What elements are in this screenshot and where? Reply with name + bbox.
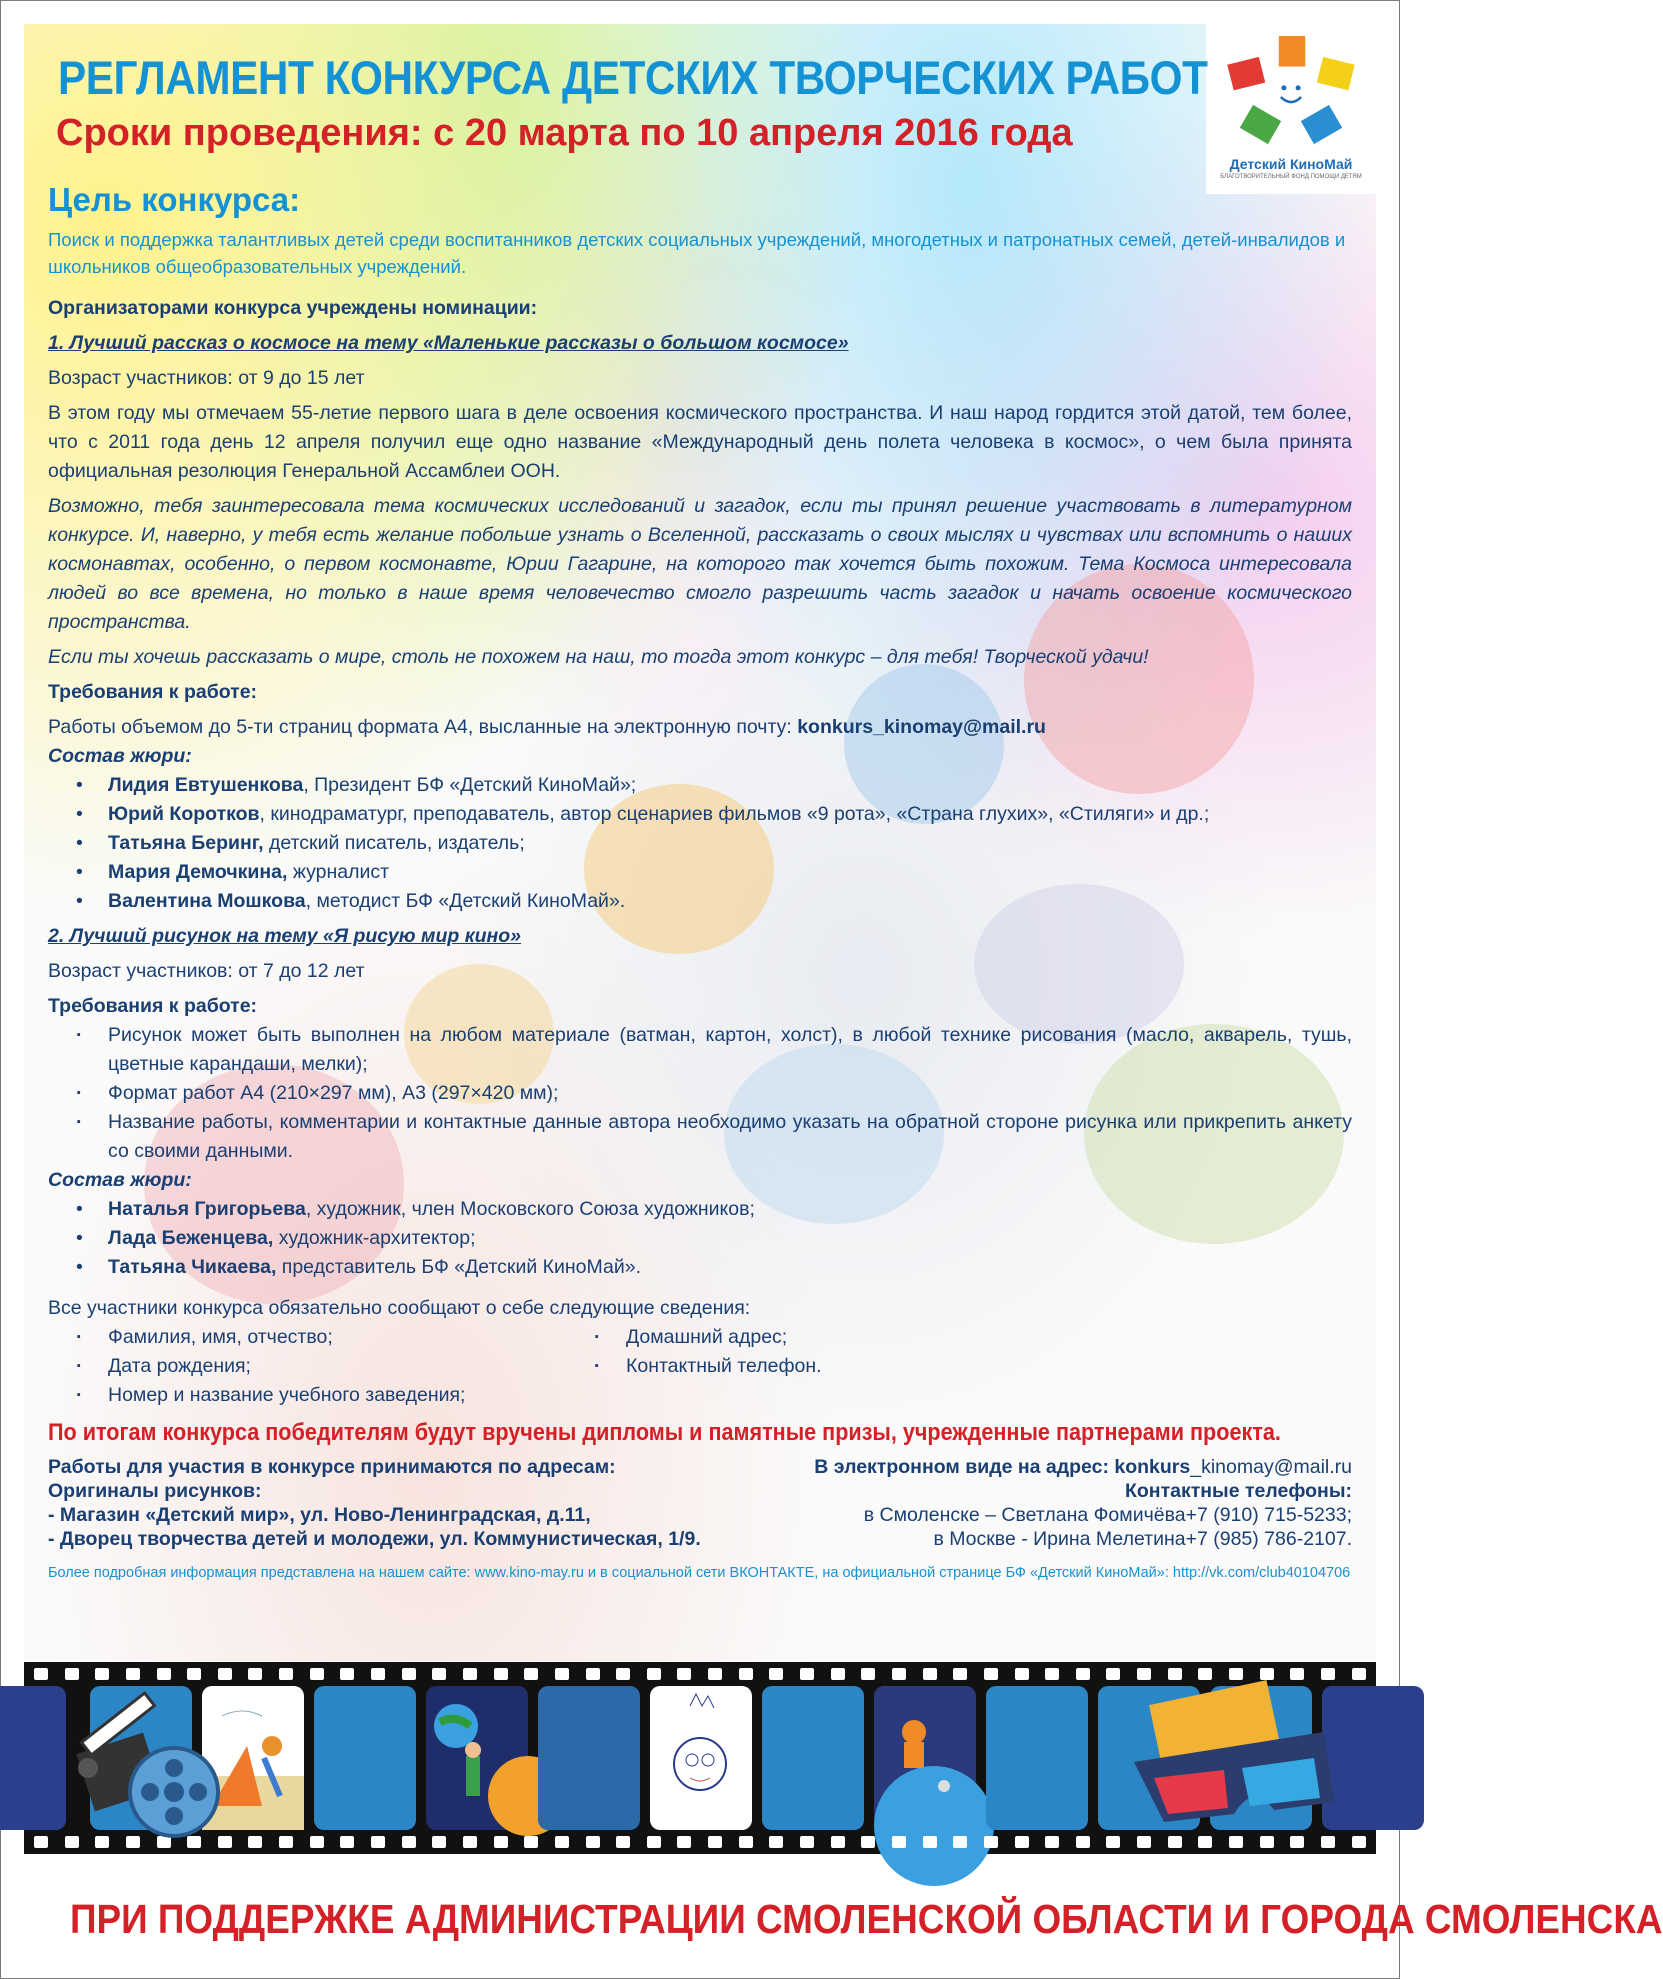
nomination-2-requirements-list xyxy=(48,1021,1352,1166)
nomination-1-requirements-heading: Требования к работе: xyxy=(48,681,258,703)
phone-line: в Москве - Ирина Мелетина+7 (985) 786-2107. xyxy=(933,1528,1352,1550)
participants-list-right xyxy=(566,1323,1084,1410)
prize-announcement: По итогам конкурса победителям будут вручены дипломы и памятные призы, учрежденные партнерами проекта. xyxy=(48,1419,1281,1446)
more-info-line: Более подробная информация представлена на нашем сайте: www.kino-may.ru и в социальной сети ВКОНТАКТЕ, на официальной странице БФ «Детский КиноМай»: http://vk.com/club40104706 xyxy=(48,1565,1351,1581)
phones-heading: Контактные телефоны: xyxy=(1124,1480,1352,1502)
nomination-2-age: Возраст участников: от 7 до 12 лет xyxy=(48,960,365,982)
jury-name: Мария Демочкина, xyxy=(108,861,288,883)
address-line: - Дворец творчества детей и молодежи, ул. Коммунистическая, 1/9. xyxy=(48,1528,701,1550)
participant-field: · Контактный телефон. xyxy=(566,1352,1084,1381)
nomination-1-title: 1. Лучший рассказ о космосе на тему «Маленькие рассказы о большом космосе» xyxy=(48,332,849,354)
goal-text: Поиск и поддержка талантливых детей среди воспитанников детских социальных учреждений, многодетных и патронатных семей, детей-инвалидов и школьников общеобразовательных учреждений. xyxy=(48,229,1346,277)
jury-role: детский писатель, издатель; xyxy=(263,832,525,854)
postal-addresses xyxy=(48,1455,701,1551)
nomination-1-paragraph-3: Если ты хочешь рассказать о мире, столь не похожем на наш, то тогда этот конкурс – для тебя! Творческой удачи! xyxy=(48,646,1149,668)
jury-member xyxy=(48,800,1352,829)
participants-info xyxy=(48,1323,1352,1410)
contest-dates: Сроки проведения: с 20 марта по 10 апреля 2016 года xyxy=(56,112,1073,154)
logo-name: Детский КиноМай xyxy=(1229,156,1353,172)
film-frame xyxy=(538,1686,640,1830)
main-content xyxy=(48,180,1352,1588)
electronic-contacts xyxy=(814,1455,1352,1551)
phone-line: в Смоленске – Светлана Фомичёва+7 (910) 715-5233; xyxy=(863,1504,1352,1526)
nomination-1-jury-list xyxy=(48,771,1352,916)
nomination-1-age: Возраст участников: от 9 до 15 лет xyxy=(48,367,365,389)
jury-member xyxy=(48,1253,1352,1282)
participant-field: · Домашний адрес; xyxy=(566,1323,1084,1352)
email-heading: В электронном виде на адрес: xyxy=(814,1456,1115,1478)
astronaut-drawing xyxy=(874,1686,976,1830)
support-footer: ПРИ ПОДДЕРЖКЕ АДМИНИСТРАЦИИ СМОЛЕНСКОЙ ОБЛАСТИ И ГОРОДА СМОЛЕНСКА xyxy=(70,1896,1663,1942)
portrait-drawing xyxy=(650,1686,752,1830)
addresses-block xyxy=(48,1455,1352,1551)
requirement-item: · Формат работ А4 (210×297 мм), А3 (297×420 мм); xyxy=(48,1079,1352,1108)
requirement-item: · Рисунок может быть выполнен на любом материале (ватман, картон, холст), в любой технике рисования (масло, акварель, тушь, цветные карандаши, мелки); xyxy=(48,1021,1352,1079)
jury-name: Татьяна Чикаева, xyxy=(108,1256,277,1278)
jury-member xyxy=(48,1195,1352,1224)
participant-field: · Фамилия, имя, отчество; xyxy=(48,1323,566,1352)
originals-label: Оригиналы рисунков: xyxy=(48,1480,262,1502)
jury-name: Татьяна Беринг, xyxy=(108,832,264,854)
nominations-heading: Организаторами конкурса учреждены номинации: xyxy=(48,297,538,319)
logo xyxy=(1206,24,1376,194)
jury-name: Валентина Мошкова xyxy=(108,890,306,912)
jury-role: журналист xyxy=(287,861,390,883)
film-frame xyxy=(986,1686,1088,1830)
jury-name: Лидия Евтушенкова xyxy=(108,774,304,796)
email-link-rest[interactable]: _kinomay@mail.ru xyxy=(1190,1456,1352,1478)
jury-member xyxy=(48,887,1352,916)
jury-role: , методист БФ «Детский КиноМай». xyxy=(305,890,626,912)
nomination-1-paragraph-2: Возможно, тебя заинтересовала тема космических исследований и загадок, если ты принял решение участвовать в литературном конкурсе. И, наверно, у тебя есть желание побольше узнать о Вселенной, рассказать о своих мыслях и чувствах или вспомнить о наших космонавтах, особенно, о первом космонавте, Юрии Гагарине, на которого так хочется быть похожим. Тема Космоса интересовала людей во все времена, но только в наше время человечество смогло разрешить часть загадок и начать освоение космического пространства. xyxy=(48,495,1352,633)
jury-name: Наталья Григорьева xyxy=(108,1198,306,1220)
email-link[interactable]: konkurs xyxy=(1114,1456,1191,1478)
nomination-2-jury-list xyxy=(48,1195,1352,1282)
nomination-2-requirements-heading: Требования к работе: xyxy=(48,995,258,1017)
nomination-1-paragraph-1: В этом году мы отмечаем 55-летие первого шага в деле освоения космического пространства. И наш народ гордится этой датой, тем более, что с 2011 года день 12 апреля получил еще одно название «Международный день полета человека в космос», о чем была принята официальная резолюция Генеральной Ассамблеи ООН. xyxy=(48,402,1352,482)
jury-member xyxy=(48,1224,1352,1253)
participant-field: · Номер и название учебного заведения; xyxy=(48,1381,566,1410)
goal-heading: Цель конкурса: xyxy=(48,181,301,218)
clapperboard-icon xyxy=(64,1672,234,1852)
page-title: РЕГЛАМЕНТ КОНКУРСА ДЕТСКИХ ТВОРЧЕСКИХ РАБОТ xyxy=(58,51,1208,104)
filmstrip xyxy=(24,1662,1376,1854)
jury-role: художник-архитектор; xyxy=(273,1227,476,1249)
nomination-1-requirements xyxy=(48,713,1352,742)
jury-role: , Президент БФ «Детский КиноМай»; xyxy=(303,774,637,796)
contest-email-link[interactable]: konkurs_kinomay@mail.ru xyxy=(797,716,1046,738)
jury-member xyxy=(48,771,1352,800)
logo-subtitle: БЛАГОТВОРИТЕЛЬНЫЙ ФОНД ПОМОЩИ ДЕТЯМ xyxy=(1220,174,1362,180)
nomination-2-title: 2. Лучший рисунок на тему «Я рисую мир кино» xyxy=(48,925,522,947)
space-drawing xyxy=(426,1686,528,1830)
jury-role: представитель БФ «Детский КиноМай». xyxy=(276,1256,641,1278)
requirement-item: · Название работы, комментарии и контактные данные автора необходимо указать на обратной стороне рисунка или прикрепить анкету со своими данными. xyxy=(48,1108,1352,1166)
address-line: - Магазин «Детский мир», ул. Ново-Ленинградская, д.11, xyxy=(48,1504,591,1526)
email-line xyxy=(814,1455,1352,1479)
film-frame xyxy=(762,1686,864,1830)
nomination-2-jury-heading: Состав жюри: xyxy=(48,1169,192,1191)
participants-intro: Все участники конкурса обязательно сообщают о себе следующие сведения: xyxy=(48,1297,751,1319)
nomination-1-jury-heading: Состав жюри: xyxy=(48,745,192,767)
participant-field: · Дата рождения; xyxy=(48,1352,566,1381)
postal-heading: Работы для участия в конкурсе принимаются по адресам: xyxy=(48,1456,616,1478)
jury-role: , кинодраматург, преподаватель, автор сценариев фильмов «9 рота», «Страна глухих», «Стиляги» и др.; xyxy=(259,803,1210,825)
film-frame xyxy=(0,1686,66,1830)
jury-member xyxy=(48,858,1352,887)
film-frame xyxy=(314,1686,416,1830)
requirements-text: Работы объемом до 5-ти страниц формата А4, высланные на электронную почту: xyxy=(48,716,798,738)
participants-list-left xyxy=(48,1323,566,1410)
jury-name: Юрий Коротков xyxy=(108,803,260,825)
star-film-logo-icon xyxy=(1230,34,1352,156)
3d-glasses-icon xyxy=(1124,1682,1354,1842)
jury-member xyxy=(48,829,1352,858)
jury-role: , художник, член Московского Союза художников; xyxy=(305,1198,755,1220)
jury-name: Лада Беженцева, xyxy=(108,1227,274,1249)
